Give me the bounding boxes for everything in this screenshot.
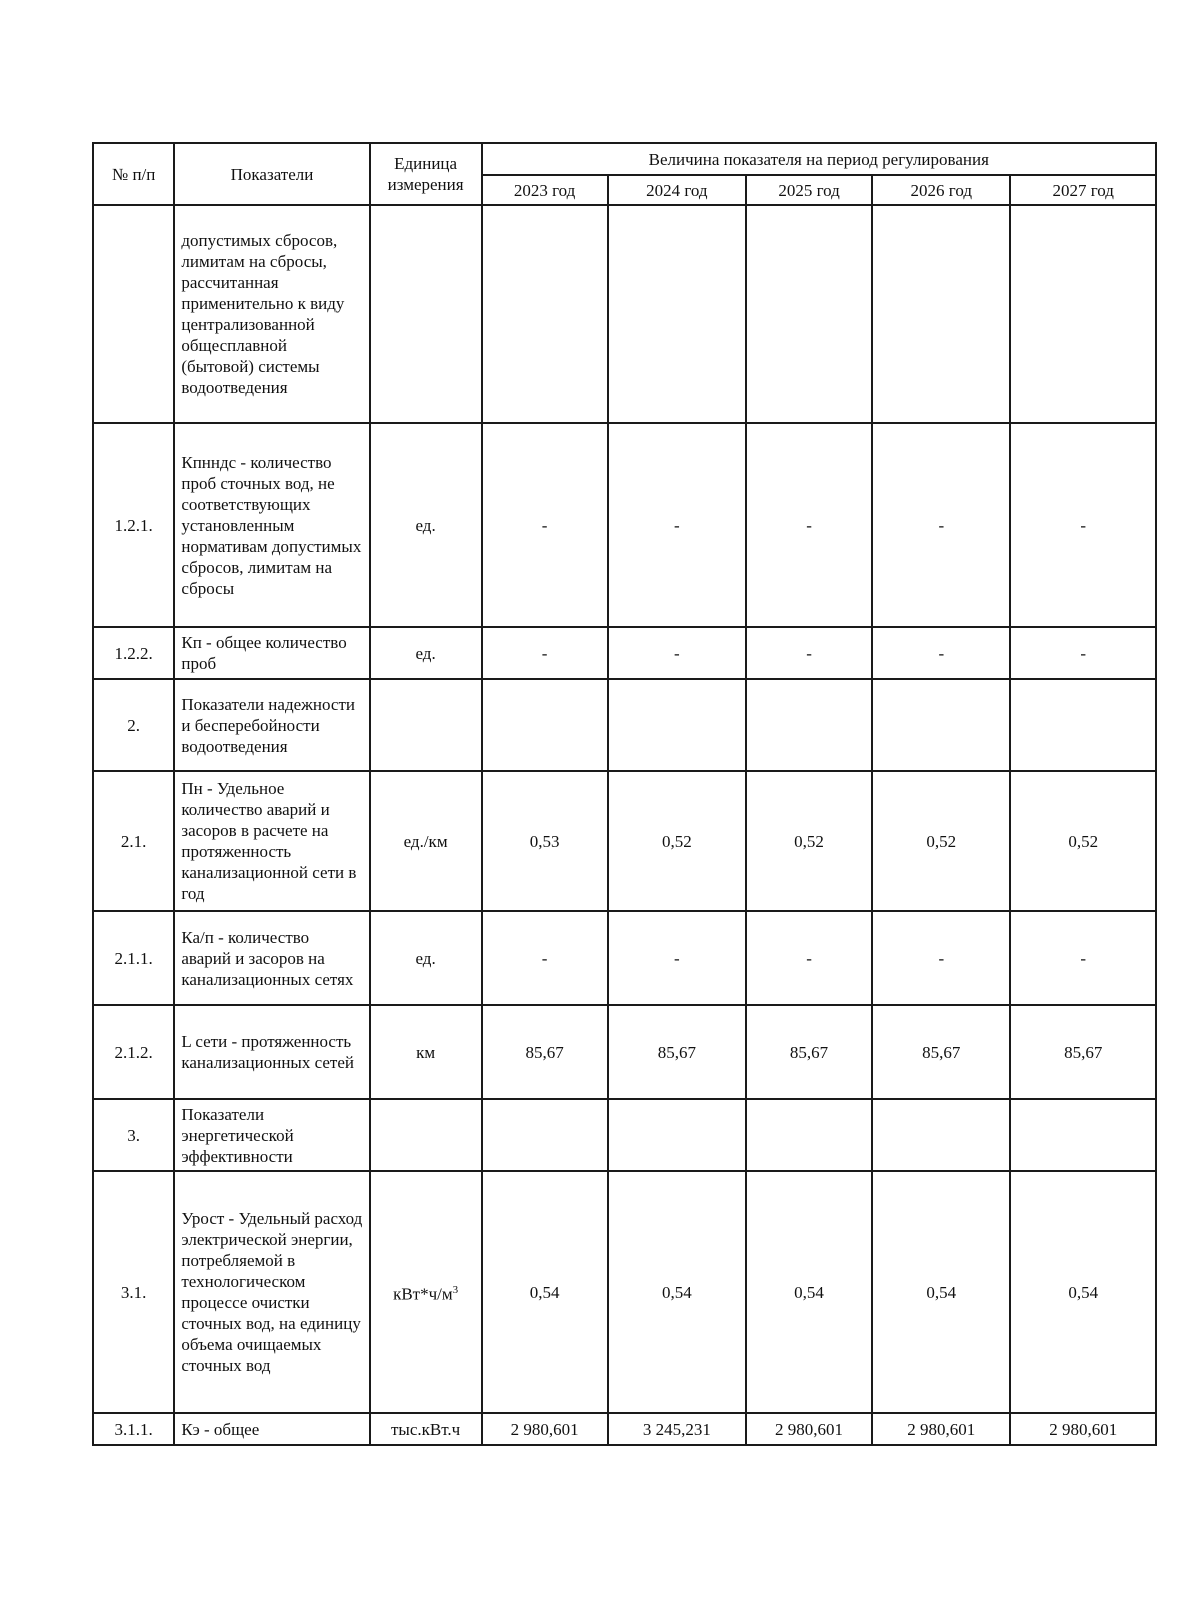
table-row: [93, 1171, 1156, 1413]
row-value: [872, 679, 1010, 771]
row-num: 1.2.1.: [93, 423, 174, 627]
row-value: 2 980,601: [1010, 1413, 1156, 1445]
row-value: [1010, 205, 1156, 423]
row-indicator: Показатели надежности и бесперебойности водоотведения: [174, 679, 369, 771]
row-num: 1.2.2.: [93, 627, 174, 679]
row-value: -: [746, 423, 872, 627]
row-value: 0,53: [482, 771, 608, 911]
row-num: [93, 205, 174, 423]
row-indicator: Кпнндс - количество проб сточных вод, не соответствующих установленным нормативам допустимых сбросов, лимитам на сбросы: [174, 423, 369, 627]
row-unit: ед.: [370, 423, 482, 627]
row-value: [1010, 679, 1156, 771]
row-value: [608, 1099, 746, 1171]
header-row-top: [93, 143, 1156, 175]
row-unit: ед./км: [370, 771, 482, 911]
row-indicator: Кп - общее количество проб: [174, 627, 369, 679]
table-row: [93, 911, 1156, 1005]
row-indicator: Кэ - общее: [174, 1413, 369, 1445]
row-indicator: Пн - Удельное количество аварий и засоров в расчете на протяженность канализационной сети в год: [174, 771, 369, 911]
row-num: 2.1.2.: [93, 1005, 174, 1099]
row-value: -: [1010, 911, 1156, 1005]
row-unit: [370, 1099, 482, 1171]
row-value: -: [746, 627, 872, 679]
row-value: -: [1010, 423, 1156, 627]
row-value: -: [482, 627, 608, 679]
table-row: [93, 423, 1156, 627]
row-value: [746, 205, 872, 423]
row-value: 0,52: [608, 771, 746, 911]
table-row: [93, 679, 1156, 771]
row-value: 0,54: [872, 1171, 1010, 1413]
row-value: 3 245,231: [608, 1413, 746, 1445]
table-row: [93, 1099, 1156, 1171]
row-value: [608, 679, 746, 771]
row-value: [608, 205, 746, 423]
row-value: -: [872, 627, 1010, 679]
row-value: [872, 1099, 1010, 1171]
row-value: [482, 679, 608, 771]
table-row: [93, 771, 1156, 911]
row-value: [872, 205, 1010, 423]
row-unit: ед.: [370, 627, 482, 679]
row-indicator: Показатели энергетической эффективности: [174, 1099, 369, 1171]
row-unit: [370, 1171, 482, 1413]
row-num: 3.1.1.: [93, 1413, 174, 1445]
header-year: 2023 год: [482, 175, 608, 205]
indicators-table: [92, 142, 1157, 1446]
header-unit: Единица измерения: [370, 143, 482, 205]
header-year: 2027 год: [1010, 175, 1156, 205]
row-value: 2 980,601: [482, 1413, 608, 1445]
header-year: 2024 год: [608, 175, 746, 205]
row-value: 0,52: [1010, 771, 1156, 911]
row-value: 85,67: [1010, 1005, 1156, 1099]
row-value: 0,54: [608, 1171, 746, 1413]
header-year: 2025 год: [746, 175, 872, 205]
table-row: [93, 1005, 1156, 1099]
row-num: 3.: [93, 1099, 174, 1171]
row-value: -: [482, 423, 608, 627]
row-value: 0,54: [746, 1171, 872, 1413]
row-value: -: [608, 911, 746, 1005]
row-value: 0,52: [746, 771, 872, 911]
row-value: [746, 1099, 872, 1171]
row-value: 0,54: [482, 1171, 608, 1413]
row-value: [482, 1099, 608, 1171]
row-value: -: [608, 423, 746, 627]
row-num: 2.1.: [93, 771, 174, 911]
row-num: 2.1.1.: [93, 911, 174, 1005]
row-value: [1010, 1099, 1156, 1171]
row-value: 85,67: [482, 1005, 608, 1099]
header-period: Величина показателя на период регулирования: [482, 143, 1156, 175]
row-value: -: [608, 627, 746, 679]
row-unit: [370, 205, 482, 423]
table-row: [93, 205, 1156, 423]
row-unit: [370, 679, 482, 771]
row-unit: ед.: [370, 911, 482, 1005]
row-value: 2 980,601: [746, 1413, 872, 1445]
unit-superscript: 3: [452, 1283, 459, 1296]
row-value: -: [482, 911, 608, 1005]
row-value: -: [872, 911, 1010, 1005]
row-value: -: [1010, 627, 1156, 679]
row-num: 3.1.: [93, 1171, 174, 1413]
row-value: [746, 679, 872, 771]
row-indicator: допустимых сбросов, лимитам на сбросы, рассчитанная применительно к виду централизованной общесплавной (бытовой) системы водоотведения: [174, 205, 369, 423]
row-unit: тыс.кВт.ч: [370, 1413, 482, 1445]
header-year: 2026 год: [872, 175, 1010, 205]
row-unit: км: [370, 1005, 482, 1099]
row-value: 0,52: [872, 771, 1010, 911]
row-value: 85,67: [746, 1005, 872, 1099]
row-value: 0,54: [1010, 1171, 1156, 1413]
row-indicator: L сети - протяженность канализационных сетей: [174, 1005, 369, 1099]
row-value: 2 980,601: [872, 1413, 1010, 1445]
row-indicator: Урост - Удельный расход электрической энергии, потребляемой в технологическом процессе очистки сточных вод, на единицу объема очищаемых сточных вод: [174, 1171, 369, 1413]
table-row: [93, 1413, 1156, 1445]
row-value: 85,67: [608, 1005, 746, 1099]
row-value: -: [872, 423, 1010, 627]
row-value: -: [746, 911, 872, 1005]
row-num: 2.: [93, 679, 174, 771]
header-num: № п/п: [93, 143, 174, 205]
header-indicator: Показатели: [174, 143, 369, 205]
unit-text: кВт*ч/м: [393, 1284, 453, 1304]
table-row: [93, 627, 1156, 679]
row-value: 85,67: [872, 1005, 1010, 1099]
row-indicator: Ка/п - количество аварий и засоров на канализационных сетях: [174, 911, 369, 1005]
row-value: [482, 205, 608, 423]
